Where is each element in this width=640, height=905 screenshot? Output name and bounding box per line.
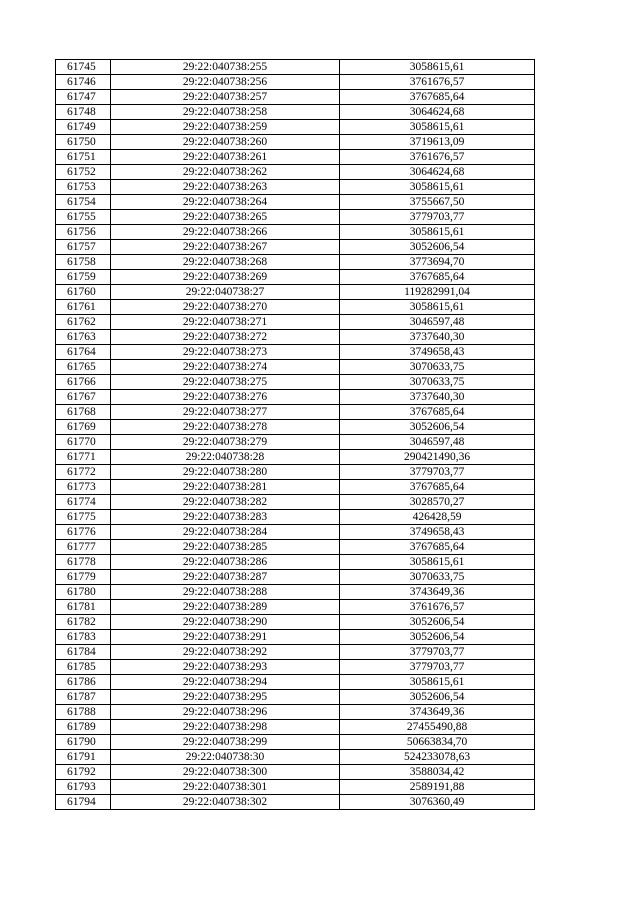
table-row — [56, 285, 535, 300]
table-row — [56, 195, 535, 210]
table-row — [56, 240, 535, 255]
table-row — [56, 630, 535, 645]
value-cell: 3046597,48 — [340, 435, 535, 450]
table-row — [56, 210, 535, 225]
data-table — [55, 59, 535, 810]
value-cell: 3749658,43 — [340, 345, 535, 360]
value-cell: 3755667,50 — [340, 195, 535, 210]
cadastral-number-cell: 29:22:040738:290 — [111, 615, 340, 630]
row-index-cell: 61745 — [56, 60, 111, 75]
row-index-cell: 61794 — [56, 795, 111, 810]
table-row — [56, 660, 535, 675]
table-row — [56, 645, 535, 660]
cadastral-number-cell: 29:22:040738:281 — [111, 480, 340, 495]
row-index-cell: 61764 — [56, 345, 111, 360]
row-index-cell: 61767 — [56, 390, 111, 405]
value-cell: 3070633,75 — [340, 570, 535, 585]
value-cell: 290421490,36 — [340, 450, 535, 465]
value-cell: 3767685,64 — [340, 405, 535, 420]
table-row — [56, 525, 535, 540]
table-row — [56, 60, 535, 75]
row-index-cell: 61789 — [56, 720, 111, 735]
cadastral-number-cell: 29:22:040738:265 — [111, 210, 340, 225]
table-row — [56, 180, 535, 195]
cadastral-number-cell: 29:22:040738:280 — [111, 465, 340, 480]
cadastral-number-cell: 29:22:040738:277 — [111, 405, 340, 420]
table-row — [56, 225, 535, 240]
value-cell: 426428,59 — [340, 510, 535, 525]
cadastral-number-cell: 29:22:040738:284 — [111, 525, 340, 540]
value-cell: 3761676,57 — [340, 150, 535, 165]
table-row — [56, 585, 535, 600]
cadastral-number-cell: 29:22:040738:263 — [111, 180, 340, 195]
value-cell: 3761676,57 — [340, 600, 535, 615]
value-cell: 3749658,43 — [340, 525, 535, 540]
cadastral-number-cell: 29:22:040738:294 — [111, 675, 340, 690]
cadastral-number-cell: 29:22:040738:255 — [111, 60, 340, 75]
value-cell: 3058615,61 — [340, 120, 535, 135]
row-index-cell: 61762 — [56, 315, 111, 330]
table-row — [56, 450, 535, 465]
table-row — [56, 405, 535, 420]
cadastral-number-cell: 29:22:040738:278 — [111, 420, 340, 435]
cadastral-number-cell: 29:22:040738:279 — [111, 435, 340, 450]
value-cell: 3767685,64 — [340, 480, 535, 495]
cadastral-number-cell: 29:22:040738:260 — [111, 135, 340, 150]
row-index-cell: 61787 — [56, 690, 111, 705]
row-index-cell: 61755 — [56, 210, 111, 225]
row-index-cell: 61771 — [56, 450, 111, 465]
cadastral-number-cell: 29:22:040738:264 — [111, 195, 340, 210]
row-index-cell: 61754 — [56, 195, 111, 210]
cadastral-number-cell: 29:22:040738:270 — [111, 300, 340, 315]
row-index-cell: 61784 — [56, 645, 111, 660]
cadastral-number-cell: 29:22:040738:257 — [111, 90, 340, 105]
row-index-cell: 61788 — [56, 705, 111, 720]
row-index-cell: 61770 — [56, 435, 111, 450]
row-index-cell: 61776 — [56, 525, 111, 540]
row-index-cell: 61746 — [56, 75, 111, 90]
row-index-cell: 61778 — [56, 555, 111, 570]
row-index-cell: 61765 — [56, 360, 111, 375]
value-cell: 3070633,75 — [340, 360, 535, 375]
row-index-cell: 61786 — [56, 675, 111, 690]
cadastral-number-cell: 29:22:040738:285 — [111, 540, 340, 555]
cadastral-number-cell: 29:22:040738:266 — [111, 225, 340, 240]
table-row — [56, 120, 535, 135]
row-index-cell: 61773 — [56, 480, 111, 495]
table-row — [56, 705, 535, 720]
row-index-cell: 61763 — [56, 330, 111, 345]
value-cell: 3761676,57 — [340, 75, 535, 90]
value-cell: 3743649,36 — [340, 585, 535, 600]
row-index-cell: 61747 — [56, 90, 111, 105]
value-cell: 3076360,49 — [340, 795, 535, 810]
cadastral-number-cell: 29:22:040738:268 — [111, 255, 340, 270]
row-index-cell: 61751 — [56, 150, 111, 165]
value-cell: 27455490,88 — [340, 720, 535, 735]
value-cell: 3052606,54 — [340, 690, 535, 705]
value-cell: 524233078,63 — [340, 750, 535, 765]
table-row — [56, 255, 535, 270]
value-cell: 3779703,77 — [340, 465, 535, 480]
table-row — [56, 435, 535, 450]
cadastral-number-cell: 29:22:040738:299 — [111, 735, 340, 750]
cadastral-number-cell: 29:22:040738:27 — [111, 285, 340, 300]
value-cell: 3719613,09 — [340, 135, 535, 150]
value-cell: 3070633,75 — [340, 375, 535, 390]
cadastral-number-cell: 29:22:040738:293 — [111, 660, 340, 675]
row-index-cell: 61783 — [56, 630, 111, 645]
row-index-cell: 61781 — [56, 600, 111, 615]
cadastral-number-cell: 29:22:040738:296 — [111, 705, 340, 720]
value-cell: 3767685,64 — [340, 270, 535, 285]
row-index-cell: 61792 — [56, 765, 111, 780]
row-index-cell: 61761 — [56, 300, 111, 315]
row-index-cell: 61791 — [56, 750, 111, 765]
row-index-cell: 61790 — [56, 735, 111, 750]
value-cell: 3767685,64 — [340, 540, 535, 555]
table-row — [56, 780, 535, 795]
row-index-cell: 61780 — [56, 585, 111, 600]
table-row — [56, 720, 535, 735]
table-row — [56, 135, 535, 150]
cadastral-number-cell: 29:22:040738:256 — [111, 75, 340, 90]
row-index-cell: 61782 — [56, 615, 111, 630]
row-index-cell: 61753 — [56, 180, 111, 195]
table-row — [56, 90, 535, 105]
cadastral-number-cell: 29:22:040738:283 — [111, 510, 340, 525]
cadastral-number-cell: 29:22:040738:261 — [111, 150, 340, 165]
table-row — [56, 360, 535, 375]
value-cell: 3773694,70 — [340, 255, 535, 270]
table-row — [56, 750, 535, 765]
row-index-cell: 61785 — [56, 660, 111, 675]
table-row — [56, 615, 535, 630]
table-body — [56, 60, 535, 810]
table-row — [56, 270, 535, 285]
cadastral-number-cell: 29:22:040738:288 — [111, 585, 340, 600]
cadastral-number-cell: 29:22:040738:275 — [111, 375, 340, 390]
table-row — [56, 510, 535, 525]
row-index-cell: 61750 — [56, 135, 111, 150]
row-index-cell: 61774 — [56, 495, 111, 510]
table-row — [56, 345, 535, 360]
value-cell: 3052606,54 — [340, 615, 535, 630]
table-row — [56, 150, 535, 165]
cadastral-number-cell: 29:22:040738:301 — [111, 780, 340, 795]
row-index-cell: 61777 — [56, 540, 111, 555]
table-row — [56, 765, 535, 780]
value-cell: 50663834,70 — [340, 735, 535, 750]
cadastral-number-cell: 29:22:040738:271 — [111, 315, 340, 330]
cadastral-number-cell: 29:22:040738:258 — [111, 105, 340, 120]
cadastral-number-cell: 29:22:040738:286 — [111, 555, 340, 570]
value-cell: 3779703,77 — [340, 210, 535, 225]
value-cell: 3737640,30 — [340, 390, 535, 405]
table-row — [56, 795, 535, 810]
table-row — [56, 420, 535, 435]
value-cell: 3064624,68 — [340, 165, 535, 180]
table-row — [56, 555, 535, 570]
row-index-cell: 61775 — [56, 510, 111, 525]
table-row — [56, 570, 535, 585]
table-row — [56, 390, 535, 405]
value-cell: 3052606,54 — [340, 630, 535, 645]
table-row — [56, 465, 535, 480]
cadastral-number-cell: 29:22:040738:259 — [111, 120, 340, 135]
value-cell: 3052606,54 — [340, 420, 535, 435]
cadastral-number-cell: 29:22:040738:274 — [111, 360, 340, 375]
cadastral-number-cell: 29:22:040738:292 — [111, 645, 340, 660]
row-index-cell: 61748 — [56, 105, 111, 120]
row-index-cell: 61756 — [56, 225, 111, 240]
cadastral-number-cell: 29:22:040738:267 — [111, 240, 340, 255]
value-cell: 3743649,36 — [340, 705, 535, 720]
row-index-cell: 61769 — [56, 420, 111, 435]
cadastral-number-cell: 29:22:040738:302 — [111, 795, 340, 810]
table-row — [56, 600, 535, 615]
cadastral-number-cell: 29:22:040738:295 — [111, 690, 340, 705]
table-row — [56, 690, 535, 705]
table-row — [56, 495, 535, 510]
value-cell: 3779703,77 — [340, 645, 535, 660]
value-cell: 3058615,61 — [340, 180, 535, 195]
value-cell: 3058615,61 — [340, 300, 535, 315]
cadastral-number-cell: 29:22:040738:30 — [111, 750, 340, 765]
value-cell: 3058615,61 — [340, 225, 535, 240]
table-row — [56, 165, 535, 180]
row-index-cell: 61768 — [56, 405, 111, 420]
value-cell: 3058615,61 — [340, 60, 535, 75]
row-index-cell: 61793 — [56, 780, 111, 795]
cadastral-number-cell: 29:22:040738:287 — [111, 570, 340, 585]
value-cell: 3737640,30 — [340, 330, 535, 345]
row-index-cell: 61779 — [56, 570, 111, 585]
row-index-cell: 61757 — [56, 240, 111, 255]
value-cell: 3028570,27 — [340, 495, 535, 510]
cadastral-number-cell: 29:22:040738:291 — [111, 630, 340, 645]
row-index-cell: 61766 — [56, 375, 111, 390]
table-row — [56, 330, 535, 345]
cadastral-number-cell: 29:22:040738:28 — [111, 450, 340, 465]
cadastral-number-cell: 29:22:040738:300 — [111, 765, 340, 780]
cadastral-number-cell: 29:22:040738:276 — [111, 390, 340, 405]
table-row — [56, 105, 535, 120]
value-cell: 3779703,77 — [340, 660, 535, 675]
cadastral-number-cell: 29:22:040738:269 — [111, 270, 340, 285]
value-cell: 2589191,88 — [340, 780, 535, 795]
table-row — [56, 375, 535, 390]
table-row — [56, 675, 535, 690]
row-index-cell: 61749 — [56, 120, 111, 135]
cadastral-number-cell: 29:22:040738:262 — [111, 165, 340, 180]
table-row — [56, 735, 535, 750]
table-row — [56, 480, 535, 495]
value-cell: 3588034,42 — [340, 765, 535, 780]
value-cell: 3767685,64 — [340, 90, 535, 105]
table-row — [56, 540, 535, 555]
row-index-cell: 61759 — [56, 270, 111, 285]
row-index-cell: 61772 — [56, 465, 111, 480]
cadastral-number-cell: 29:22:040738:282 — [111, 495, 340, 510]
cadastral-number-cell: 29:22:040738:273 — [111, 345, 340, 360]
value-cell: 3046597,48 — [340, 315, 535, 330]
value-cell: 3058615,61 — [340, 675, 535, 690]
cadastral-number-cell: 29:22:040738:289 — [111, 600, 340, 615]
table-row — [56, 300, 535, 315]
value-cell: 3058615,61 — [340, 555, 535, 570]
cadastral-number-cell: 29:22:040738:298 — [111, 720, 340, 735]
row-index-cell: 61760 — [56, 285, 111, 300]
table-row — [56, 315, 535, 330]
cadastral-number-cell: 29:22:040738:272 — [111, 330, 340, 345]
row-index-cell: 61758 — [56, 255, 111, 270]
value-cell: 3064624,68 — [340, 105, 535, 120]
table-row — [56, 75, 535, 90]
value-cell: 3052606,54 — [340, 240, 535, 255]
row-index-cell: 61752 — [56, 165, 111, 180]
value-cell: 119282991,04 — [340, 285, 535, 300]
